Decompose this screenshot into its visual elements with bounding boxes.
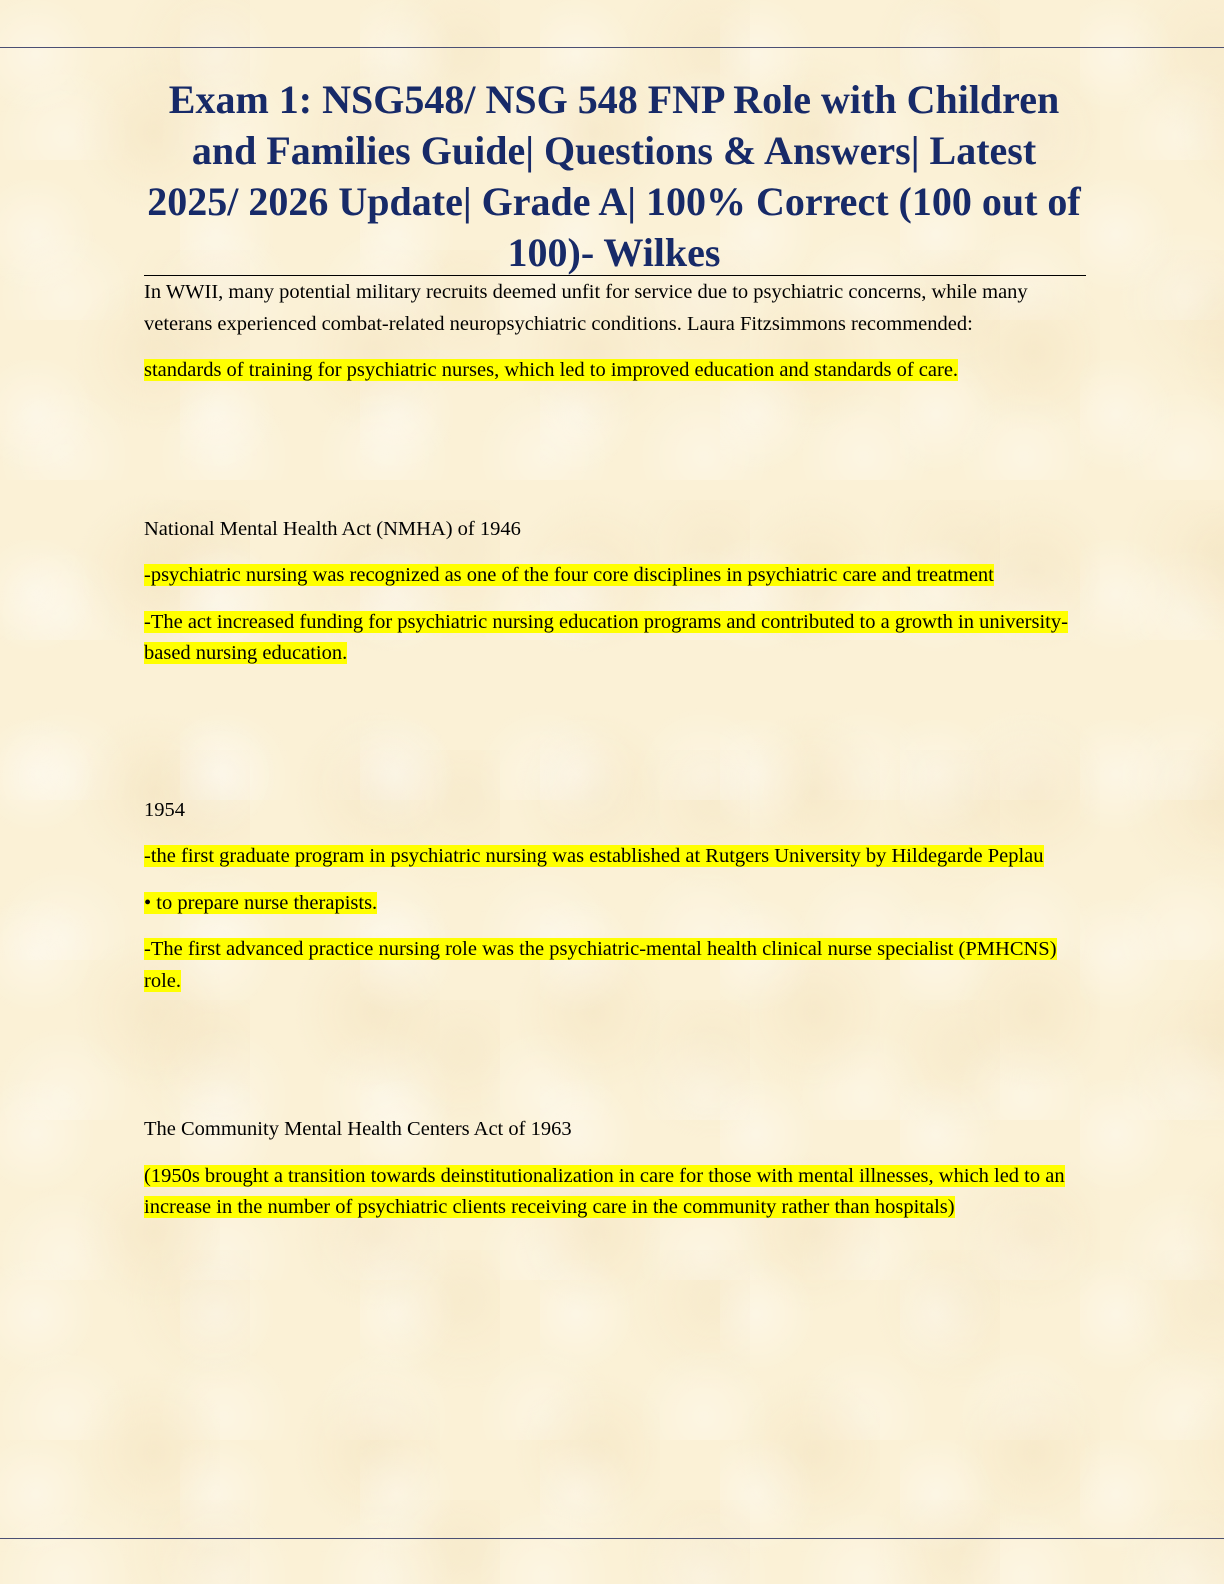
answer-highlight: -psychiatric nursing was recognized as one of the four core disciplines in psychiatric care and treatment	[144, 564, 994, 586]
spacer	[144, 1012, 1074, 1114]
page-bottom-rule	[0, 1538, 1224, 1539]
answer-highlight: -The first advanced practice nursing role was the psychiatric-mental health clinical nurse specialist (PMHCNS) role.	[144, 938, 1057, 992]
question-text: The Community Mental Health Centers Act of 1963	[144, 1118, 572, 1140]
answer-highlight: -The act increased funding for psychiatric nursing education programs and contributed to a growth in university-based nursing education.	[144, 610, 1068, 664]
question-text: 1954	[144, 798, 185, 821]
document-body	[144, 277, 1074, 1239]
question-text: National Mental Health Act (NMHA) of 1946	[144, 517, 521, 540]
answer-text	[144, 1161, 1074, 1224]
answer-text	[144, 355, 1074, 387]
spacer	[144, 685, 1074, 795]
page-top-rule	[0, 47, 1224, 48]
title-underline	[144, 275, 1086, 276]
answer-text	[144, 934, 1074, 997]
answer-text	[144, 607, 1074, 670]
answer-highlight: -the first graduate program in psychiatric nursing was established at Rutgers University by Hildegarde Peplau	[144, 845, 1044, 867]
answer-text	[144, 841, 1074, 873]
document-title: Exam 1: NSG548/ NSG 548 FNP Role with Children and Families Guide| Questions & Answers| Latest 2025/ 2026 Update| Grade A| 100% Correct (100 out of 100)- Wilkes	[147, 77, 1081, 275]
question-text: In WWII, many potential military recruits deemed unfit for service due to psychiatric concerns, while many veterans experienced combat-related neuropsychiatric conditions. Laura Fitzsimmons recommended:	[144, 281, 1028, 335]
answer-highlight: (1950s brought a transition towards deinstitutionalization in care for those with mental illnesses, which led to an increase in the number of psychiatric clients receiving care in the community rather than hospitals)	[144, 1164, 1065, 1218]
answer-text	[144, 888, 1074, 920]
answer-highlight: • to prepare nurse therapists.	[144, 891, 378, 914]
answer-highlight: standards of training for psychiatric nurses, which led to improved education and standards of care.	[144, 359, 959, 381]
answer-text	[144, 560, 1074, 592]
spacer	[144, 402, 1074, 514]
